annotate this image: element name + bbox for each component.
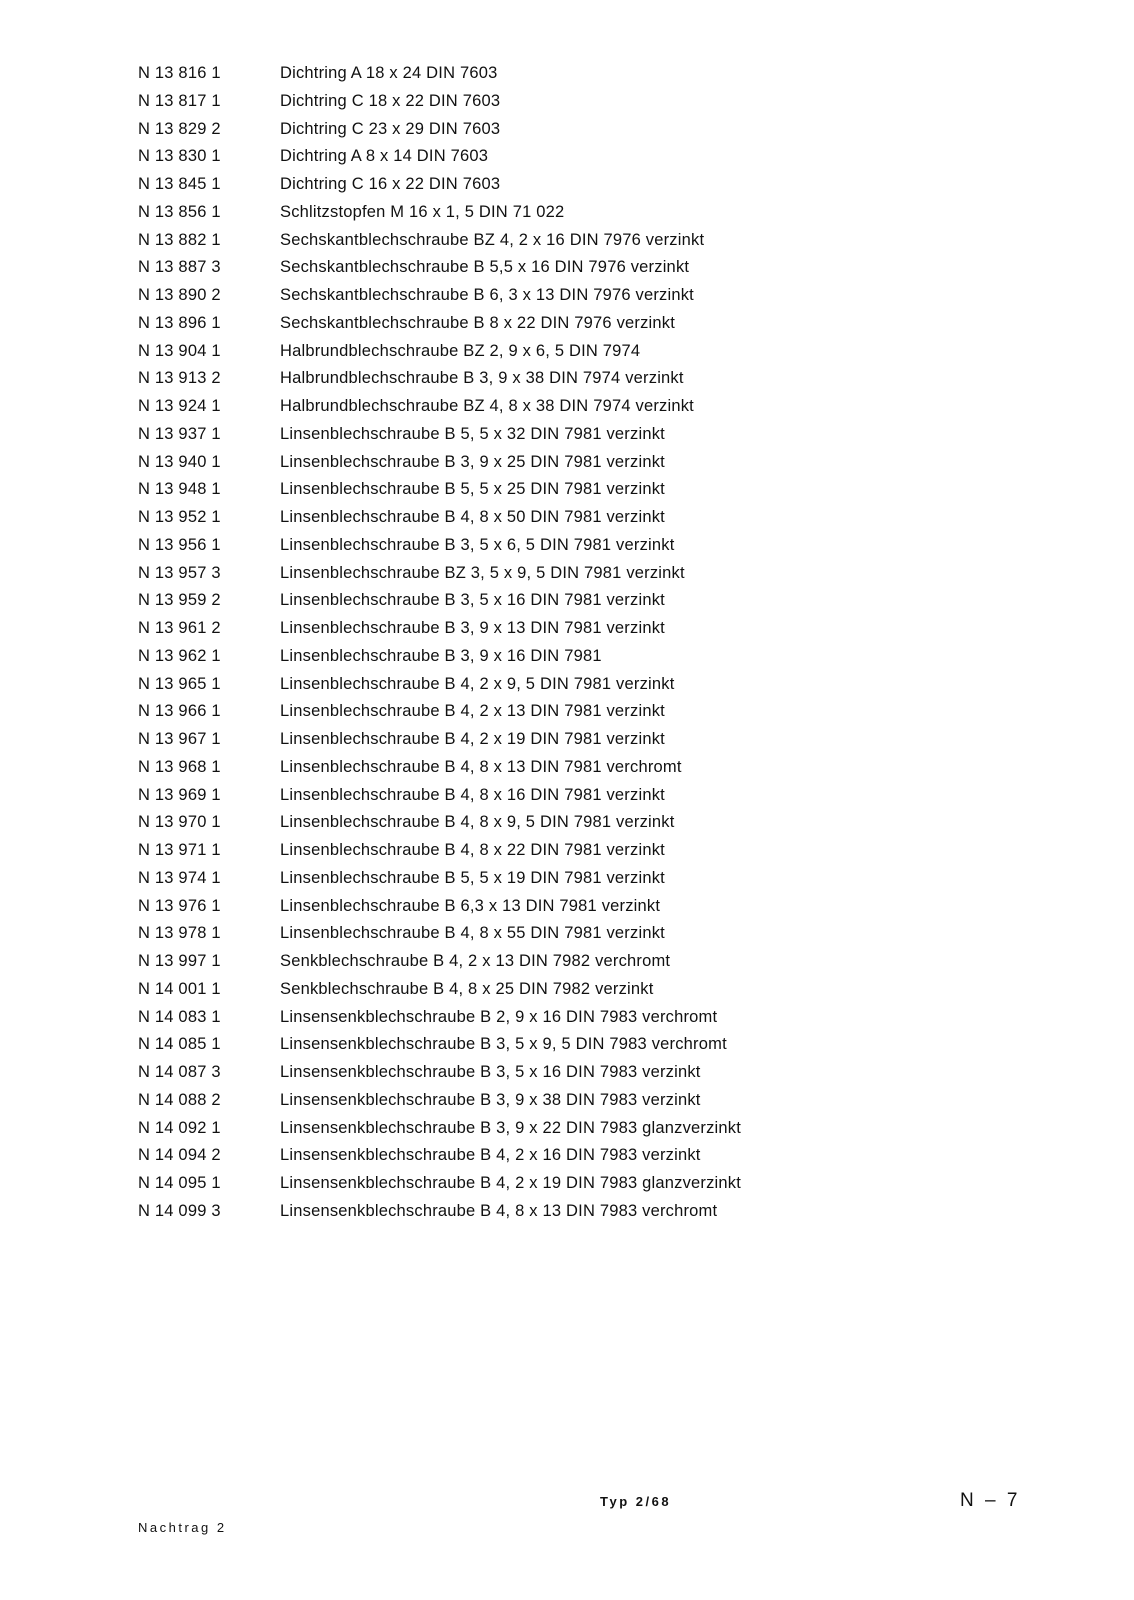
part-description: Linsenblechschraube B 3, 9 x 25 DIN 7981 verzinkt: [280, 452, 665, 471]
list-item: [138, 64, 838, 92]
part-number: N 13 856 1: [138, 202, 221, 221]
part-description: Linsensenkblechschraube B 4, 8 x 13 DIN 7983 verchromt: [280, 1201, 718, 1220]
part-number: N 13 845 1: [138, 175, 221, 193]
part-number: N 13 965 1: [138, 674, 221, 693]
part-number: N 13 957 3: [138, 563, 221, 582]
part-description: Halbrundblechschraube B 3, 9 x 38 DIN 7974 verzinkt: [280, 369, 684, 388]
part-description: Linsensenkblechschraube B 2, 9 x 16 DIN 7983 verchromt: [280, 1007, 718, 1026]
parts-list: [138, 64, 838, 1230]
part-number: N 13 830 1: [138, 147, 221, 166]
part-number: N 14 085 1: [138, 1035, 221, 1054]
part-number: N 13 817 1: [138, 91, 221, 110]
part-description: Dichtring C 16 x 22 DIN 7603: [280, 175, 501, 193]
part-number: N 13 887 3: [138, 258, 221, 277]
list-item: [138, 869, 838, 897]
list-item: [138, 1146, 838, 1174]
part-number: N 13 948 1: [138, 480, 221, 499]
part-description: Linsenblechschraube B 6,3 x 13 DIN 7981 verzinkt: [280, 896, 661, 915]
list-item: [138, 564, 838, 592]
part-number: N 14 092 1: [138, 1118, 221, 1137]
list-item: [138, 175, 838, 203]
list-item: [138, 841, 838, 869]
list-item: [138, 453, 838, 481]
part-number: N 13 968 1: [138, 757, 221, 776]
footer-note: Nachtrag 2: [138, 1520, 227, 1535]
part-description: Linsensenkblechschraube B 3, 9 x 22 DIN 7983 glanzverzinkt: [280, 1118, 742, 1137]
part-description: Linsenblechschraube B 3, 9 x 13 DIN 7981 verzinkt: [280, 619, 665, 637]
list-item: [138, 1119, 838, 1147]
part-number: N 13 829 2: [138, 119, 221, 138]
list-item: [138, 1008, 838, 1036]
list-item: [138, 480, 838, 508]
list-item: [138, 619, 838, 647]
part-number: N 14 001 1: [138, 979, 221, 998]
list-item: [138, 786, 838, 814]
part-number: N 14 083 1: [138, 1007, 221, 1026]
part-description: Dichtring C 23 x 29 DIN 7603: [280, 119, 501, 138]
part-description: Linsenblechschraube B 3, 9 x 16 DIN 7981: [280, 646, 602, 665]
part-description: Linsensenkblechschraube B 3, 9 x 38 DIN 7983 verzinkt: [280, 1090, 701, 1109]
part-number: N 14 088 2: [138, 1090, 221, 1109]
part-description: Linsensenkblechschraube B 4, 2 x 16 DIN 7983 verzinkt: [280, 1146, 701, 1165]
part-number: N 13 962 1: [138, 646, 221, 665]
part-description: Linsenblechschraube B 5, 5 x 25 DIN 7981 verzinkt: [280, 480, 665, 499]
part-number: N 13 890 2: [138, 286, 221, 304]
list-item: [138, 1063, 838, 1091]
list-item: [138, 536, 838, 564]
part-number: N 13 816 1: [138, 64, 221, 82]
list-item: [138, 813, 838, 841]
list-item: [138, 92, 838, 120]
list-item: [138, 314, 838, 342]
list-item: [138, 508, 838, 536]
list-item: [138, 369, 838, 397]
part-description: Linsenblechschraube B 4, 8 x 50 DIN 7981 verzinkt: [280, 508, 665, 526]
part-description: Linsenblechschraube B 4, 2 x 9, 5 DIN 7981 verzinkt: [280, 674, 675, 693]
part-number: N 13 959 2: [138, 591, 221, 610]
part-number: N 13 997 1: [138, 952, 221, 970]
part-number: N 13 967 1: [138, 730, 221, 748]
part-number: N 13 937 1: [138, 424, 221, 443]
list-item: [138, 591, 838, 619]
part-number: N 13 904 1: [138, 341, 221, 360]
list-item: [138, 647, 838, 675]
part-number: N 14 099 3: [138, 1201, 221, 1220]
part-description: Linsenblechschraube B 5, 5 x 32 DIN 7981 verzinkt: [280, 424, 665, 443]
part-number: N 13 976 1: [138, 896, 221, 915]
part-description: Linsenblechschraube BZ 3, 5 x 9, 5 DIN 7981 verzinkt: [280, 563, 685, 582]
part-description: Linsenblechschraube B 3, 5 x 16 DIN 7981 verzinkt: [280, 591, 665, 610]
part-description: Sechskantblechschraube B 8 x 22 DIN 7976 verzinkt: [280, 313, 676, 332]
list-item: [138, 952, 838, 980]
list-item: [138, 286, 838, 314]
list-item: [138, 980, 838, 1008]
part-description: Dichtring A 8 x 14 DIN 7603: [280, 147, 489, 166]
list-item: [138, 258, 838, 286]
part-number: N 13 924 1: [138, 397, 221, 415]
footer-type: Typ 2/68: [600, 1494, 672, 1509]
part-description: Halbrundblechschraube BZ 2, 9 x 6, 5 DIN 7974: [280, 341, 641, 360]
part-description: Linsensenkblechschraube B 3, 5 x 16 DIN 7983 verzinkt: [280, 1063, 701, 1081]
list-item: [138, 675, 838, 703]
part-number: N 13 961 2: [138, 619, 221, 637]
part-description: Linsenblechschraube B 4, 8 x 22 DIN 7981 verzinkt: [280, 841, 665, 859]
part-description: Linsenblechschraube B 4, 8 x 9, 5 DIN 7981 verzinkt: [280, 813, 675, 832]
part-description: Linsenblechschraube B 4, 2 x 19 DIN 7981 verzinkt: [280, 730, 665, 748]
part-description: Linsenblechschraube B 4, 8 x 16 DIN 7981 verzinkt: [280, 785, 665, 804]
part-number: N 13 971 1: [138, 841, 221, 859]
part-description: Senkblechschraube B 4, 2 x 13 DIN 7982 verchromt: [280, 952, 671, 970]
part-description: Linsenblechschraube B 3, 5 x 6, 5 DIN 7981 verzinkt: [280, 535, 675, 554]
part-number: N 14 095 1: [138, 1174, 221, 1192]
part-description: Linsensenkblechschraube B 3, 5 x 9, 5 DIN 7983 verchromt: [280, 1035, 727, 1054]
part-number: N 13 978 1: [138, 924, 221, 943]
part-number: N 13 896 1: [138, 313, 221, 332]
part-number: N 14 087 3: [138, 1063, 221, 1081]
list-item: [138, 397, 838, 425]
part-number: N 13 974 1: [138, 868, 221, 887]
part-number: N 13 956 1: [138, 535, 221, 554]
list-item: [138, 1035, 838, 1063]
part-description: Senkblechschraube B 4, 8 x 25 DIN 7982 verzinkt: [280, 979, 654, 998]
part-description: Dichtring A 18 x 24 DIN 7603: [280, 64, 498, 82]
part-description: Linsenblechschraube B 4, 8 x 55 DIN 7981 verzinkt: [280, 924, 665, 943]
part-description: Linsenblechschraube B 4, 2 x 13 DIN 7981 verzinkt: [280, 702, 665, 721]
part-number: N 13 882 1: [138, 230, 221, 249]
part-number: N 13 913 2: [138, 369, 221, 388]
list-item: [138, 758, 838, 786]
part-description: Linsenblechschraube B 4, 8 x 13 DIN 7981 verchromt: [280, 757, 682, 776]
list-item: [138, 897, 838, 925]
part-number: N 13 940 1: [138, 452, 221, 471]
list-item: [138, 342, 838, 370]
list-item: [138, 924, 838, 952]
list-item: [138, 730, 838, 758]
list-item: [138, 1091, 838, 1119]
list-item: [138, 1174, 838, 1202]
part-number: N 13 970 1: [138, 813, 221, 832]
list-item: [138, 231, 838, 259]
part-description: Sechskantblechschraube B 5,5 x 16 DIN 7976 verzinkt: [280, 258, 690, 277]
part-description: Halbrundblechschraube BZ 4, 8 x 38 DIN 7974 verzinkt: [280, 397, 694, 415]
part-description: Schlitzstopfen M 16 x 1, 5 DIN 71 022: [280, 202, 565, 221]
part-number: N 14 094 2: [138, 1146, 221, 1165]
list-item: [138, 425, 838, 453]
part-number: N 13 966 1: [138, 702, 221, 721]
list-item: [138, 120, 838, 148]
list-item: [138, 1202, 838, 1230]
part-description: Linsenblechschraube B 5, 5 x 19 DIN 7981 verzinkt: [280, 868, 665, 887]
part-description: Dichtring C 18 x 22 DIN 7603: [280, 91, 501, 110]
part-description: Sechskantblechschraube BZ 4, 2 x 16 DIN 7976 verzinkt: [280, 230, 705, 249]
part-number: N 13 969 1: [138, 785, 221, 804]
part-number: N 13 952 1: [138, 508, 221, 526]
list-item: [138, 203, 838, 231]
part-description: Linsensenkblechschraube B 4, 2 x 19 DIN 7983 glanzverzinkt: [280, 1174, 742, 1192]
list-item: [138, 147, 838, 175]
list-item: [138, 702, 838, 730]
part-description: Sechskantblechschraube B 6, 3 x 13 DIN 7976 verzinkt: [280, 286, 694, 304]
page-number: N – 7: [960, 1490, 1021, 1511]
